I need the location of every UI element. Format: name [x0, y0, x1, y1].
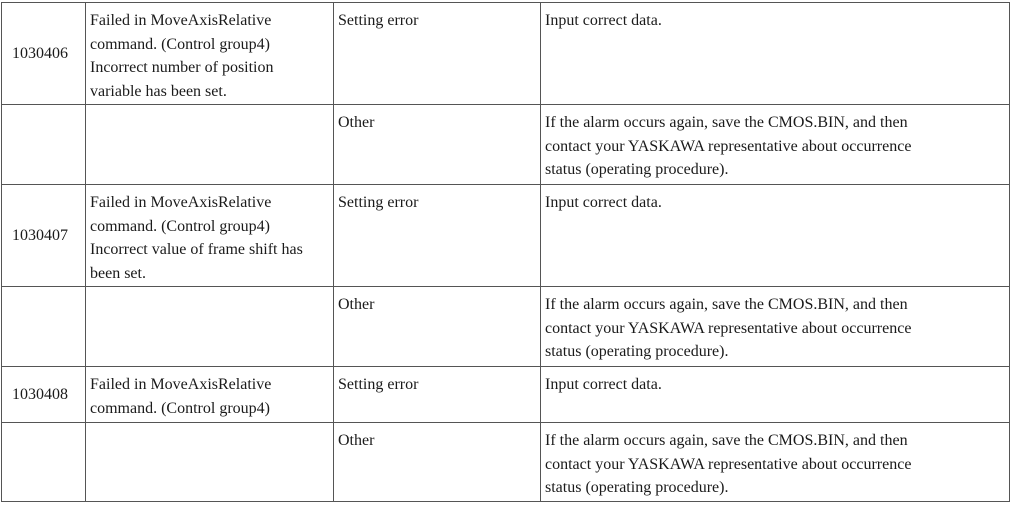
- alarm-description: Failed in MoveAxisRelative command. (Control group4) Incorrect value of frame shift has been set.: [86, 185, 334, 287]
- alarm-code: [2, 105, 86, 185]
- alarm-cause: Other: [334, 423, 541, 502]
- alarm-table: [1, 2, 1010, 502]
- alarm-code: 1030407: [2, 185, 86, 287]
- alarm-cause: Other: [334, 105, 541, 185]
- alarm-description: [86, 105, 334, 185]
- table-row: [2, 185, 1010, 287]
- alarm-remedy: Input correct data.: [541, 3, 1010, 105]
- alarm-remedy: If the alarm occurs again, save the CMOS.BIN, and then contact your YASKAWA representative about occurrence status (operating procedure).: [541, 287, 1010, 367]
- alarm-cause: Other: [334, 287, 541, 367]
- alarm-description: Failed in MoveAxisRelative command. (Control group4): [86, 367, 334, 423]
- alarm-code: [2, 423, 86, 502]
- table-row: [2, 105, 1010, 185]
- alarm-code: 1030406: [2, 3, 86, 105]
- alarm-remedy: If the alarm occurs again, save the CMOS.BIN, and then contact your YASKAWA representative about occurrence status (operating procedure).: [541, 423, 1010, 502]
- table-row: [2, 367, 1010, 423]
- alarm-cause: Setting error: [334, 3, 541, 105]
- alarm-remedy: Input correct data.: [541, 367, 1010, 423]
- alarm-code: [2, 287, 86, 367]
- alarm-description: [86, 287, 334, 367]
- table-row: [2, 287, 1010, 367]
- table-row: [2, 3, 1010, 105]
- alarm-cause: Setting error: [334, 367, 541, 423]
- alarm-description: Failed in MoveAxisRelative command. (Control group4) Incorrect number of position variable has been set.: [86, 3, 334, 105]
- table-row: [2, 423, 1010, 502]
- alarm-remedy: If the alarm occurs again, save the CMOS.BIN, and then contact your YASKAWA representative about occurrence status (operating procedure).: [541, 105, 1010, 185]
- alarm-description: [86, 423, 334, 502]
- alarm-cause: Setting error: [334, 185, 541, 287]
- alarm-code: 1030408: [2, 367, 86, 423]
- alarm-remedy: Input correct data.: [541, 185, 1010, 287]
